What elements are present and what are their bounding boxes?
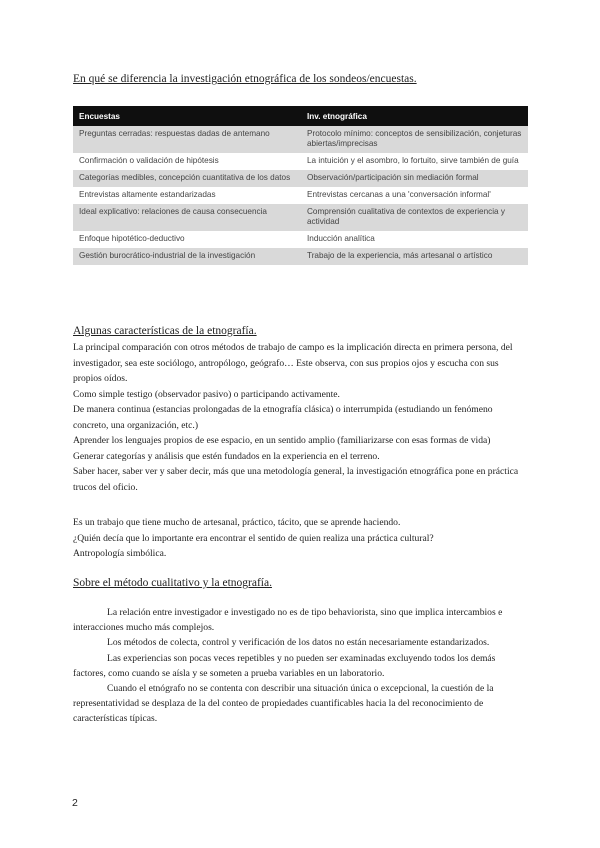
section-heading-survey-comparison: En qué se diferencia la investigación etnográfica de los sondeos/encuestas. [73,73,417,85]
list-item: Antropología simbólica. [73,548,167,559]
paragraph: Las experiencias son pocas veces repetibles y no pueden ser examinadas excluyendo todos los demás factores, como cuando se aísla y se someten a prueba variables en un laboratorio. [73,652,496,679]
table-cell: Entrevistas cercanas a una 'conversación informal' [301,187,528,204]
table-cell: Inducción analítica [301,231,528,248]
table-cell: Observación/participación sin mediación formal [301,170,528,187]
table-cell: Preguntas cerradas: respuestas dadas de antemano [73,126,301,153]
section-heading-qualitative-method: Sobre el método cualitativo y la etnografía. [73,577,272,589]
list-item: Generar categorías y análisis que estén fundados en la experiencia en el terreno. [73,450,380,462]
list-item: La principal comparación con otros métodos de trabajo de campo es la implicación directa en primera persona, del investigador, sea este sociólogo, antropólogo, geógrafo… Este observa, con sus propios ojos y escucha con sus propios oídos. [73,342,513,384]
list-item: Saber hacer, saber ver y saber decir, más que una metodología general, la investigación etnográfica pone en práctica trucos del oficio. [73,466,519,493]
list-item: Aprender los lenguajes propios de ese espacio, en un sentido amplio (familiarizarse con esas formas de vida) [73,435,491,446]
column-header: Encuestas [73,106,301,126]
paragraph: La relación entre investigador e investigado no es de tipo behaviorista, sino que implica intercambios e interacciones mucho más complejos. [73,607,503,634]
paragraph: Los métodos de colecta, control y verificación de los datos no están necesariamente estandarizados. [107,637,490,649]
list-item: De manera continua (estancias prolongadas de la etnografía clásica) o interrumpida (estudiando un fenómeno concreto, una organización, etc.) [73,404,493,431]
craft-notes-list [73,515,528,562]
ethnography-features-list [73,340,528,495]
list-item: ¿Quién decía que lo importante era encontrar el sentido de quien realiza una práctica cultural? [73,532,434,544]
table-row [73,187,528,204]
qualitative-method-paragraphs [73,605,528,727]
paragraph: Cuando el etnógrafo no se contenta con describir una situación única o excepcional, la cuestión de la representatividad se desplaza de la del conteo de propiedades cuantificables hacia la del reconocimiento de características típicas. [73,683,494,725]
table-cell: Enfoque hipotético-deductivo [73,231,301,248]
table-cell: Gestión burocrático-industrial de la investigación [73,248,301,265]
table-cell: Confirmación o validación de hipótesis [73,153,301,170]
list-item: Como simple testigo (observador pasivo) o participando activamente. [73,388,340,400]
table-row [73,231,528,248]
table-header-row [73,106,528,126]
table-cell: La intuición y el asombro, lo fortuito, sirve también de guía [301,153,528,170]
table-row [73,153,528,170]
page-number: 2 [72,797,78,809]
list-item: Es un trabajo que tiene mucho de artesanal, práctico, tácito, que se aprende haciendo. [73,517,401,528]
table-row [73,126,528,153]
table-cell: Entrevistas altamente estandarizadas [73,187,301,204]
table-cell: Comprensión cualitativa de contextos de experiencia y actividad [301,204,528,231]
section-heading-ethnography-features: Algunas características de la etnografía. [73,325,257,337]
column-header: Inv. etnográfica [301,106,528,126]
table-cell: Ideal explicativo: relaciones de causa consecuencia [73,204,301,231]
table-row [73,204,528,231]
comparison-table [73,106,528,265]
table-cell: Categorías medibles, concepción cuantitativa de los datos [73,170,301,187]
table-cell: Protocolo mínimo: conceptos de sensibilización, conjeturas abiertas/imprecisas [301,126,528,153]
table-cell: Trabajo de la experiencia, más artesanal o artístico [301,248,528,265]
table-row [73,248,528,265]
table-row [73,170,528,187]
